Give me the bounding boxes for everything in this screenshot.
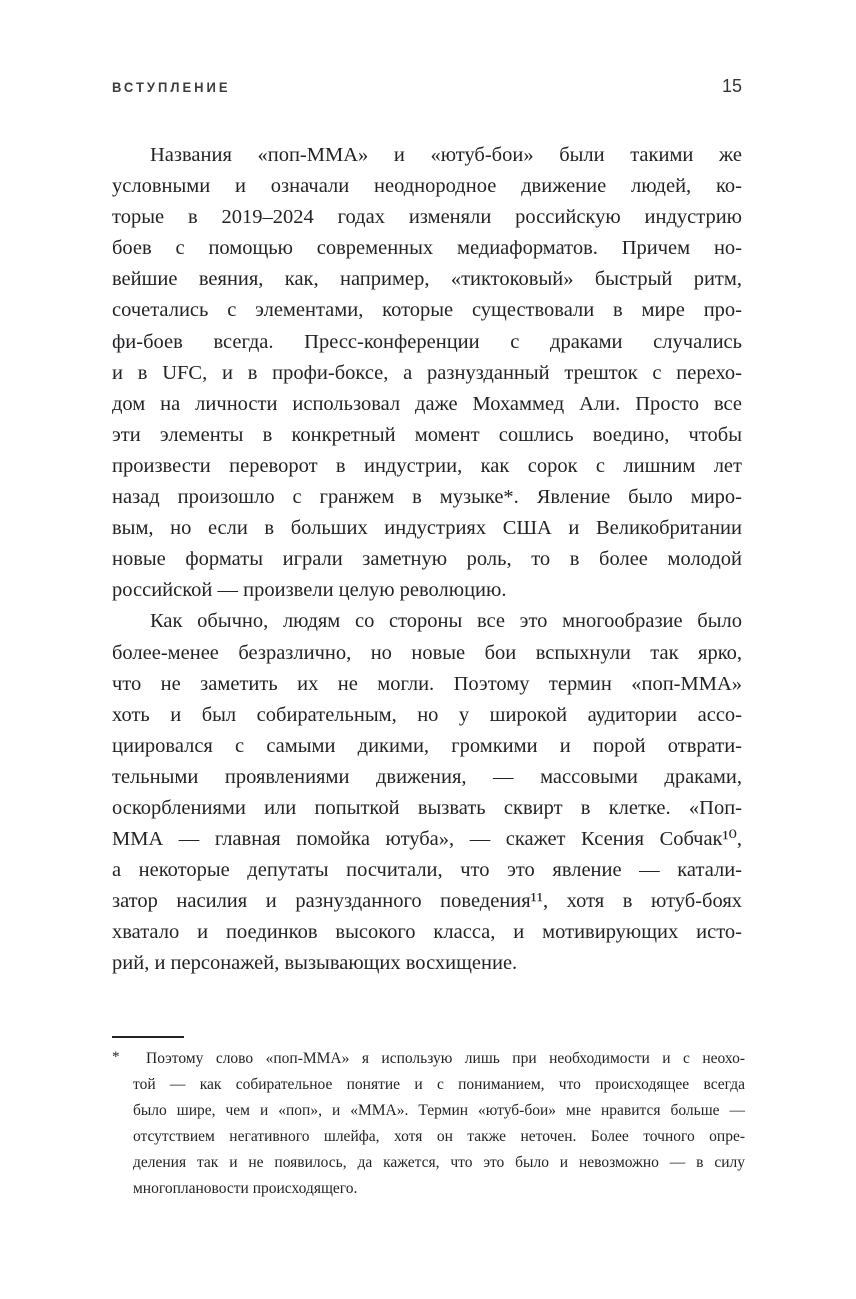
- text-line: вым, но если в больших индустриях США и Великобритании: [112, 517, 742, 540]
- text-line: эти элементы в конкретный момент сошлись воедино, чтобы: [112, 423, 742, 446]
- text-line: и в UFC, и в профи-боксе, а разнузданный трешток с перехо-: [112, 361, 742, 384]
- text-line: российской — произвели целую революцию.: [112, 579, 507, 602]
- footnote-separator-rule: [112, 1036, 184, 1038]
- text-line: новые форматы играли заметную роль, то в более молодой: [112, 548, 742, 571]
- paragraph-2: [112, 606, 742, 979]
- text-line: Как обычно, людям со стороны все это многообразие было: [150, 610, 742, 633]
- text-line: циировался с самыми дикими, громкими и порой отврати-: [112, 734, 742, 757]
- text-line: оскорблениями или попыткой вызвать сквирт в клетке. «Поп-: [112, 796, 742, 819]
- text-line: вейшие веяния, как, например, «тиктоковый» быстрый ритм,: [112, 268, 742, 291]
- body-text: [112, 140, 742, 980]
- text-line: хватало и поединков высокого класса, и мотивирующих исто-: [112, 921, 742, 944]
- text-line: дом на личности использовал даже Мохаммед Али. Просто все: [112, 392, 742, 415]
- text-line: той — как собирательное понятие и с пониманием, что происходящее всегда: [133, 1076, 745, 1093]
- text-line: затор насилия и разнузданного поведения¹¹, хотя в ютуб-боях: [112, 890, 742, 913]
- text-line: более-менее безразлично, но новые бои вспыхнули так ярко,: [112, 641, 742, 664]
- text-line: рий, и персонажей, вызывающих восхищение.: [112, 952, 518, 975]
- text-line: было шире, чем и «поп», и «ММА». Термин «ютуб-бои» мне нравится больше —: [133, 1102, 745, 1119]
- text-line: деления так и не появилось, да кажется, что это было и невозможно — в силу: [133, 1154, 745, 1171]
- footnote: [112, 1046, 745, 1202]
- text-line: Названия «поп-ММА» и «ютуб-бои» были такими же: [150, 144, 742, 166]
- text-line: ММА — главная помойка ютуба», — скажет Ксения Собчак¹⁰,: [112, 828, 742, 851]
- text-line: что не заметить их не могли. Поэтому термин «поп-ММА»: [112, 672, 742, 695]
- running-header: [112, 76, 742, 97]
- text-line: а некоторые депутаты посчитали, что это явление — катали-: [112, 859, 742, 882]
- text-line: Поэтому слово «поп-ММА» я использую лишь при необходимости и с неохо-: [146, 1050, 745, 1067]
- text-line: условными и означали неоднородное движение людей, ко-: [112, 175, 742, 198]
- text-line: произвести переворот в индустрии, как сорок с лишним лет: [112, 454, 742, 477]
- text-line: хоть и был собирательным, но у широкой аудитории ассо-: [112, 703, 742, 726]
- paragraph-1: [112, 140, 742, 606]
- text-line: фи-боев всегда. Пресс-конференции с драками случались: [112, 330, 742, 353]
- text-line: торые в 2019–2024 годах изменяли российскую индустрию: [112, 206, 742, 229]
- footnote-text: [133, 1046, 745, 1202]
- footnote-marker: *: [112, 1049, 120, 1065]
- page-number: 15: [721, 76, 742, 96]
- text-line: назад произошло с гранжем в музыке*. Явление было миро-: [112, 486, 742, 509]
- text-line: многоплановости происходящего.: [133, 1180, 358, 1197]
- section-title: ВСТУПЛЕНИЕ: [112, 79, 231, 95]
- text-line: боев с помощью современных медиаформатов. Причем но-: [112, 237, 742, 260]
- text-line: отсутствием негативного шлейфа, хотя он также неточен. Более точного опре-: [133, 1128, 745, 1145]
- text-line: сочетались с элементами, которые существовали в мире про-: [112, 299, 742, 322]
- text-line: тельными проявлениями движения, — массовыми драками,: [112, 765, 742, 788]
